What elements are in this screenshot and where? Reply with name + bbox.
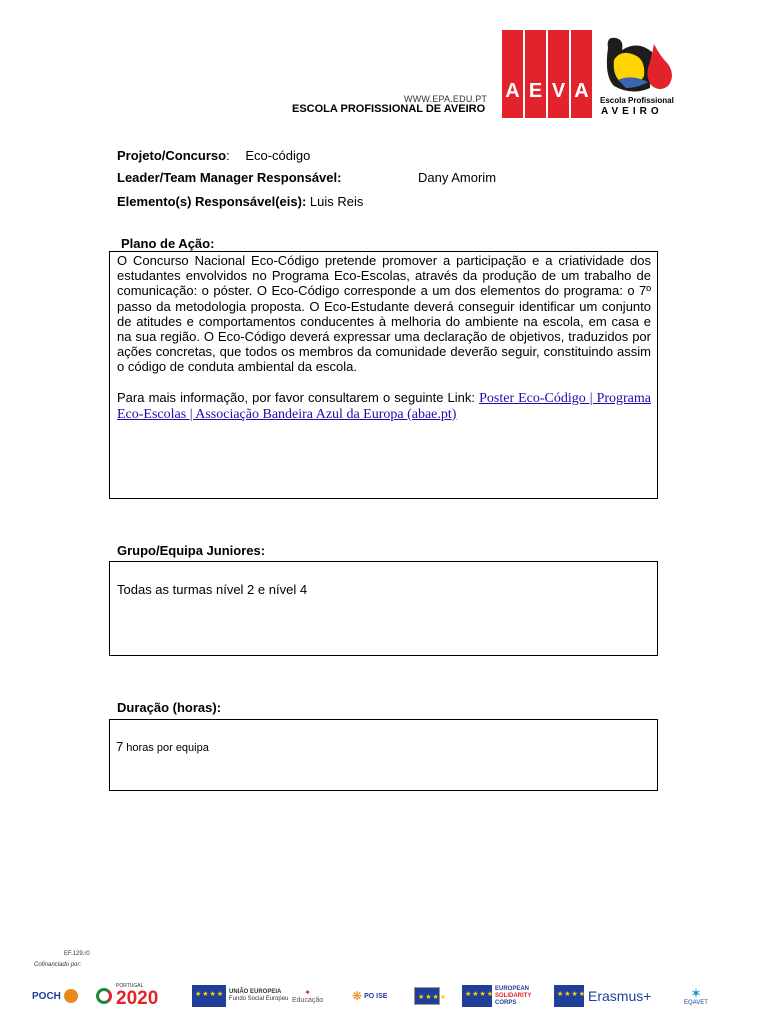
poch-text: POCH: [32, 990, 61, 1002]
document-code: EF.129.r0: [64, 951, 90, 957]
grupo-title: Grupo/Equipa Juniores:: [117, 543, 266, 558]
eu-flag-icon: [192, 985, 226, 1007]
eu-flag-icon: [414, 987, 440, 1005]
aeva-letter: E: [528, 80, 543, 102]
aeva-bar: [525, 30, 546, 118]
school-name: ESCOLA PROFISSIONAL DE AVEIRO: [292, 103, 486, 115]
cofinanciado-label: Cofinanciado por:: [34, 962, 82, 968]
plano-paragraph: O Concurso Nacional Eco-Código pretende promover a participação e a criatividade dos estudantes envolvidos no Programa Eco-Escolas, através da produção de um trabalho de comunicação: o póster. O Eco-Código corresponde a um dos elementos do programa: o 7º passo da metodologia proposta. O Eco-Estudante deverá conseguir identificar um conjunto de atitudes e comportamentos conducentes à melhoria do ambiente na escola, em casa e na sua região. O Eco-Código deverá expressar uma declaração de objetivos, traduzidos por ações concretas, que todos os membros da comunidade deverão seguir, constituindo assim o código de conduta ambiental da escola.: [117, 253, 651, 375]
elemento-label: Elemento(s) Responsável(eis):: [117, 194, 307, 209]
poch-mark-icon: [64, 989, 78, 1003]
projeto-value: Eco-código: [245, 148, 311, 163]
eu-text: UNIÃO EUROPEIA: [229, 989, 282, 995]
projeto-separator: :: [226, 148, 230, 163]
educacao-mark-icon: ✦: [304, 988, 311, 997]
aeva-logo: [502, 30, 592, 118]
grupo-box: [109, 561, 658, 656]
eu-flag-icon: [554, 985, 584, 1007]
portugal-2020-logo: [96, 980, 158, 1012]
leader-field: [117, 170, 341, 185]
esc-text-1: EUROPEAN: [495, 985, 530, 992]
esc-text-2: SOLIDARITY: [495, 992, 532, 999]
grupo-value: Todas as turmas nível 2 e nível 4: [117, 582, 308, 597]
portugal-text: PORTUGAL: [116, 983, 144, 989]
aeva-bar: [571, 30, 592, 118]
poise-text: PO ISE: [364, 992, 388, 1000]
duracao-number: 7: [116, 739, 124, 754]
logo-caption: Escola Profissional: [600, 96, 674, 105]
leader-label: Leader/Team Manager Responsável:: [117, 170, 342, 185]
aeva-letter: A: [574, 80, 589, 102]
aeva-letter: A: [505, 80, 520, 102]
poise-mark-icon: ❋: [352, 989, 363, 1003]
duracao-title: Duração (horas):: [117, 700, 222, 715]
plano-title: Plano de Ação:: [121, 236, 215, 251]
eu-fund-text: Fundo Social Europeu: [229, 996, 289, 1002]
plano-paragraph-link: [117, 390, 651, 422]
poise-logo: [352, 980, 387, 1012]
2020-text: 2020: [116, 988, 159, 1009]
eu-fse-logo: [192, 980, 288, 1012]
poster-eco-codigo-link[interactable]: Poster Eco-Código | Programa Eco-Escolas | Associação Bandeira Azul da Europa (abae.pt): [117, 390, 651, 422]
eqavet-mark-icon: ✶: [690, 985, 702, 1001]
aeva-bar: [502, 30, 523, 118]
erasmus-text: Erasmus+: [588, 988, 652, 1004]
eqavet-text: EQAVET: [684, 1000, 708, 1006]
website-url: WWW.EPA.EDU.PT: [404, 94, 488, 104]
eqavet-logo: [684, 980, 708, 1012]
erasmus-logo: [554, 980, 651, 1012]
eu-flag-icon: [462, 985, 492, 1007]
leader-value: Dany Amorim: [418, 170, 497, 185]
projeto-field: [117, 148, 310, 163]
portugal-mark-icon: [96, 988, 112, 1004]
aeva-bar: [548, 30, 569, 118]
eu-flag-small-logo: [414, 980, 440, 1012]
elemento-field: [117, 194, 363, 209]
aeva-letter: V: [551, 80, 566, 102]
duracao-box: [109, 719, 658, 791]
educacao-logo: [292, 980, 323, 1012]
esc-logo: [462, 980, 531, 1012]
funding-logos: [30, 980, 730, 1012]
duracao-value: [116, 739, 209, 754]
poch-logo: [32, 980, 78, 1012]
plano-link-prefix: Para mais informação, por favor consultarem o seguinte Link:: [117, 389, 480, 405]
elemento-value: Luis Reis: [309, 194, 364, 209]
educacao-text: Educação: [292, 997, 324, 1004]
duracao-unit: horas por equipa: [123, 742, 209, 754]
esc-text-3: CORPS: [495, 999, 517, 1006]
plano-text: [117, 253, 651, 422]
projeto-label: Projeto/Concurso: [117, 148, 227, 163]
logo-caption-city: AVEIRO: [601, 106, 663, 117]
